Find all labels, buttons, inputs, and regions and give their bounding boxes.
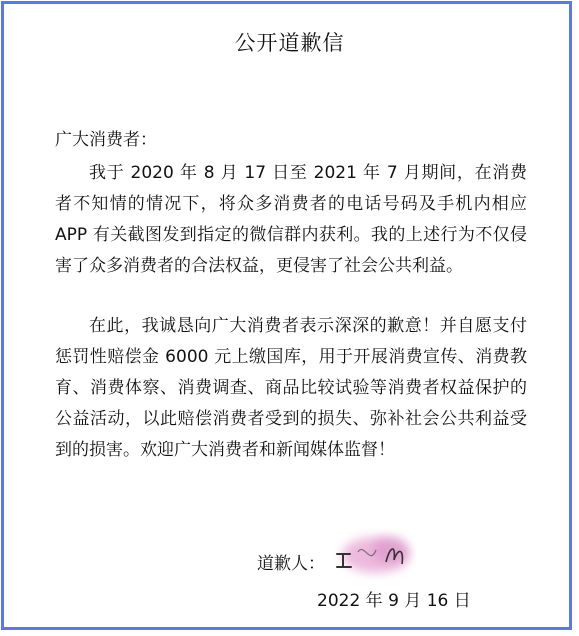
letter-date: 2022 年 9 月 16 日 [317, 591, 471, 611]
signer-label: 道歉人： [257, 554, 325, 574]
paragraph-1: 我于 2020 年 8 月 17 日至 2021 年 7 月期间，在消费者不知情的情况下，将众多消费者的电话号码及手机内相应 APP 有关截图发到指定的微信群内获利。我的上述行为不仅侵害了众多消费者的合法权益，更侵害了社会公共利益。 [55, 163, 527, 276]
salutation: 广大消费者： [55, 130, 157, 150]
paragraph-2: 在此，我诚恳向广大消费者表示深深的歉意！并自愿支付惩罚性赔偿金 6000 元上缴国库，用于开展消费宣传、消费教育、消费体察、消费调查、商品比较试验等消费者权益保护的公益活动，以此赔偿消费者受到的损失、弥补社会公共利益受到的损害。欢迎广大消费者和新闻媒体监督！ [55, 316, 527, 460]
letter-title: 公开道歉信 [234, 31, 345, 55]
signature-redacted-icon [332, 528, 416, 580]
